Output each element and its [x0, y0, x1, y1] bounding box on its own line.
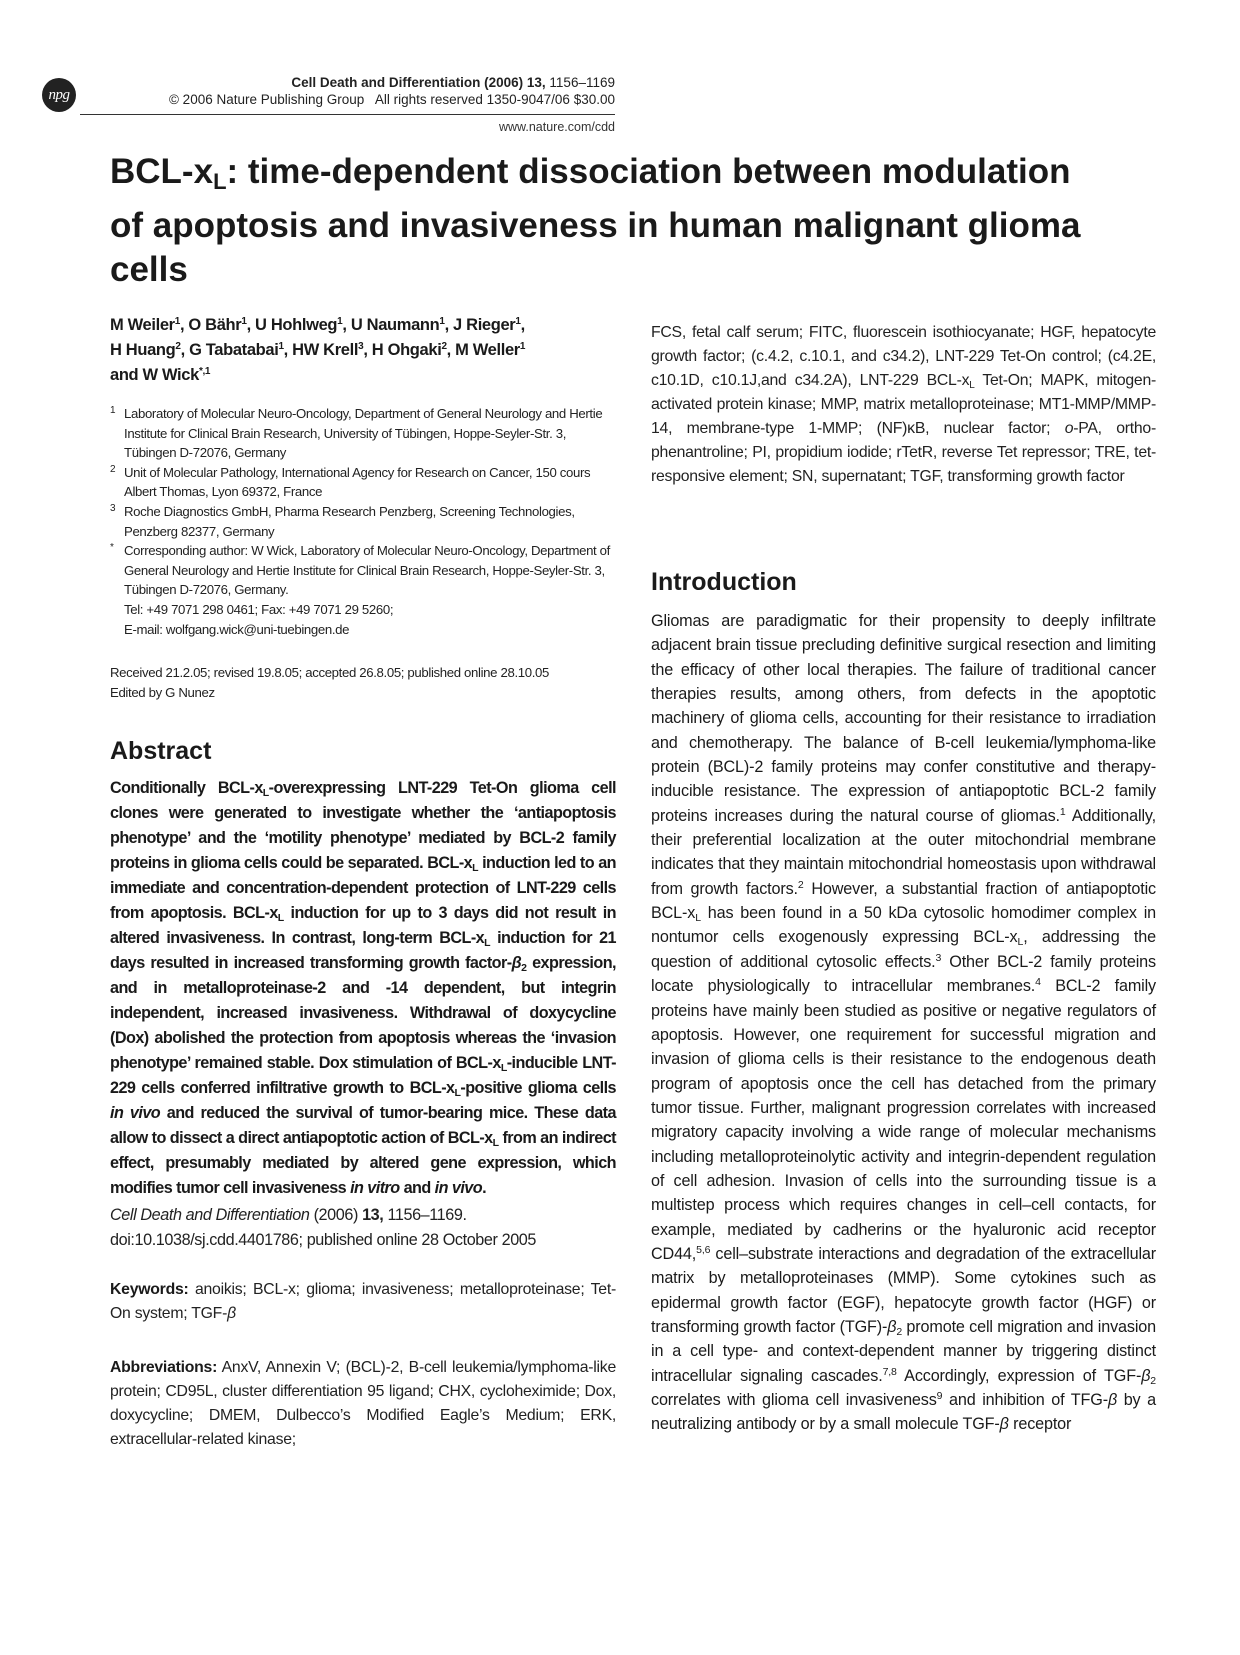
abstract-heading: Abstract: [110, 737, 212, 766]
corresponding-author: * Corresponding author: W Wick, Laboratory of Molecular Neuro-Oncology, Department of General Neurology and Hertie Institute for Clinical Brain Research, Hoppe-Seyler-Str. 3, Tübingen D-72076, Germany. Tel: +49 7071 298 0461; Fax: +49 7071 29 5260; E-mail: wolfgang.wick@uni-tuebingen.de: [110, 542, 610, 637]
contact-email[interactable]: E-mail: wolfgang.wick@uni-tuebingen.de: [124, 621, 350, 637]
abbreviations-continued: FCS, fetal calf serum; FITC, fluorescein isothiocyanate; HGF, hepatocyte growth factor; (c.4.2, c.10.1, and c34.2), LNT-229 Tet-On control; (c4.2E, c10.1D, c10.1J,and c34.2A), LNT-229 BCL-$x_L$ Tet-On; MAPK, mitogen-activated protein kinase; MMP, matrix metalloproteinase; MT1-MMP/MMP-14, membrane-type 1-MMP; (NF)κB, nuclear factor; o-PA, ortho-phenantroline; PI, propidium iodide; rTetR, reverse Tet repressor; TRE, tet-responsive element; SN, supernatant; TGF, transforming growth factor: [651, 324, 1157, 485]
affiliations: [110, 404, 616, 639]
abbreviations: Abbreviations: AnxV, Annexin V; (BCL)-2, B-cell leukemia/lymphoma-like protein; CD95L, cluster differentiation 95 ligand; CHX, cycloheximide; Dox, doxycycline; DMEM, Dulbecco’s Modified Eagle’s Medium; ERK, extracellular-related kinase;: [110, 1359, 616, 1449]
author-list: M Weiler$^1$, O Bähr$^1$, U Hohlweg$^1$, U Naumann$^1$, J Rieger$^1$, H Huang$^2$, G Tabatabai$^1$, HW Krell$^3$, H Ohgaki$^2$, M Weller$^1$ and W Wick$^{*,1}$: [110, 316, 526, 384]
journal-header: [169, 74, 615, 108]
keywords: Keywords: anoikis; BCL-x; glioma; invasiveness; metalloproteinase; Tet-On system; TGF-β: [110, 1281, 616, 1323]
doi[interactable]: doi:10.1038/sj.cdd.4401786; published online 28 October 2005: [110, 1231, 537, 1250]
page-range: 1156–1169: [549, 75, 615, 90]
copyright: © 2006 Nature Publishing Group: [168, 92, 365, 107]
affiliation-2: 2 Unit of Molecular Pathology, International Agency for Research on Cancer, 150 cours Albert Thomas, Lyon 69372, France: [110, 463, 591, 500]
contact-phone: Tel: +49 7071 298 0461; Fax: +49 7071 29 5260;: [124, 601, 394, 617]
npg-logo: npg: [42, 78, 76, 112]
introduction-text: Gliomas are paradigmatic for their propensity to deeply infiltrate adjacent brain tissue precluding definitive surgical resection and limiting the efficacy of other local therapies. The failure of traditional cancer therapies results, among others, from defects in the apoptotic machinery of glioma cells, accounting for their resistance to irradiation and chemotherapy. The balance of B-cell leukemia/lymphoma-like protein (BCL)-2 family proteins may confer constitutive and therapy-inducible resistance. The expression of antiapoptotic BCL-2 family proteins increases during the natural course of gliomas.$^1$ Additionally, their preferential localization at the outer mitochondrial membrane indicates that they maintain mitochondrial homeostasis upon withdrawal from growth factors.$^2$ However, a substantial fraction of antiapoptotic BCL-$x_L$ has been found in a 50 kDa cytosolic homodimer complex in nontumor cells exogenously expressing BCL-$x_L$, addressing the question of additional cytosolic effects.$^3$ Other BCL-2 family proteins locate physiologically to intracellular membranes.$^4$ BCL-2 family proteins have mainly been studied as positive or negative regulators of apoptosis. However, one requirement for successful migration and invasion of glioma cells is their resistance to the endogenous death program of apoptosis once the cell has detached from the primary tumor tissue. Further, malignant progression correlates with increased migratory capacity involving a wide range of molecular mechanisms including metalloproteinolytic activity and integrin-dependent regulation of cell adhesion. Invasion of cells into the surrounding tissue is a multistep process which requires changes in cell–cell contacts, for example, mediated by cadherins or the hyaluronic acid receptor CD44,$^{5,6}$ cell–substrate interactions and degradation of the extracellular matrix by metalloproteinases (MMP). Some cytokines such as epidermal growth factor (EGF), hepatocyte growth factor (HGF) or transforming growth factor $(TGF)-\beta_2$ promote cell migration and invasion in a cell type- and context-dependent manner by triggering distinct intracellular signaling cascades.$^{7,8}$ Accordingly, expression of TGF-$\beta_2$ correlates with glioma cell invasiveness$^9$ and inhibition of TFG-β by a neutralizing antibody or by a small molecule TGF-β receptor: [651, 612, 1157, 1434]
header-rule: [80, 114, 615, 115]
journal-url[interactable]: www.nature.com/cdd: [498, 120, 615, 134]
article-title: BCL-$x_L$: time-dependent dissociation between modulation of apoptosis and invasiveness in human malignant glioma cells: [110, 152, 1081, 289]
rights: All rights reserved 1350-9047/06 $30.00: [374, 92, 615, 107]
affiliation-1: 1 Laboratory of Molecular Neuro-Oncology, Department of General Neurology and Hertie Institute for Clinical Brain Research, University of Tübingen, Hoppe-Seyler-Str. 3, Tübingen D-72076, Germany: [110, 405, 603, 461]
journal-name: Cell Death and Differentiation (2006) 13,: [291, 75, 546, 90]
affiliation-3: 3 Roche Diagnostics GmbH, Pharma Research Penzberg, Screening Technologies, Penzberg 82377, Germany: [110, 502, 575, 539]
history-dates: [110, 663, 616, 702]
introduction-heading: Introduction: [651, 568, 797, 596]
right-column: [651, 321, 1156, 1437]
left-column: [110, 313, 616, 1452]
citation: Cell Death and Differentiation (2006) 13, 1156–1169. doi:10.1038/sj.cdd.4401786; published online 28 October 2005: [110, 1203, 616, 1253]
edited-by: Edited by G Nunez: [110, 684, 215, 700]
abstract-text: Conditionally BCL-$x_L$-overexpressing LNT-229 Tet-On glioma cell clones were generated to investigate whether the ‘antiapoptosis phenotype’ and the ‘motility phenotype’ mediated by BCL-2 family proteins in glioma cells could be separated. BCL-$x_L$ induction led to an immediate and concentration-dependent protection of LNT-229 cells from apoptosis. BCL-$x_L$ induction for up to 3 days did not result in altered invasiveness. In contrast, long-term BCL-$x_L$ induction for 21 days resulted in increased transforming growth factor-$\beta_2$ expression, and in metalloproteinase-2 and -14 dependent, but integrin independent, increased invasiveness. Withdrawal of doxycycline (Dox) abolished the protection from apoptosis whereas the ‘invasion phenotype’ remained stable. Dox stimulation of BCL-$x_L$-inducible LNT-229 cells conferred infiltrative growth to BCL-$x_L$-positive glioma cells in vivo and reduced the survival of tumor-bearing mice. These data allow to dissect a direct antiapoptotic action of BCL-$x_L$ from an indirect effect, presumably mediated by altered gene expression, which modifies tumor cell invasiveness in vitro and in vivo.: [110, 779, 616, 1198]
received-dates: Received 21.2.05; revised 19.8.05; accepted 26.8.05; published online 28.10.05: [110, 665, 550, 681]
